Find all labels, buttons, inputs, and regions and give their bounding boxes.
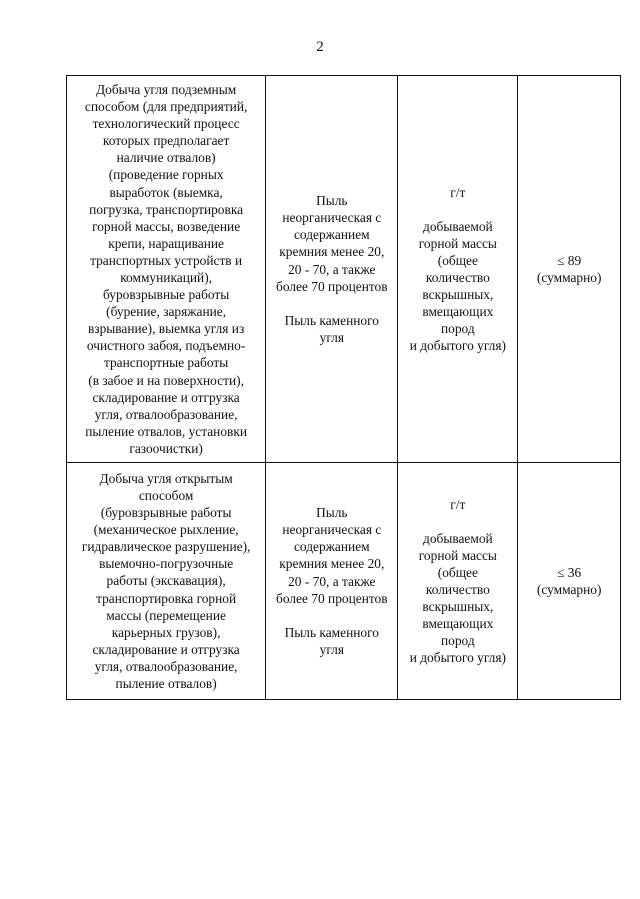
text-line: транспортные работы xyxy=(103,355,229,371)
text-line: Добыча угля открытым xyxy=(99,470,233,486)
unit-description xyxy=(399,530,516,667)
text-line: содержанием xyxy=(293,539,370,555)
table-row xyxy=(67,76,621,463)
text-line: пыление отвалов, установки xyxy=(85,423,248,439)
text-line: гидравлическое разрушение), xyxy=(81,539,251,555)
unit-label: г/т xyxy=(450,184,466,200)
text-line: вскрышных, xyxy=(422,287,494,303)
unit-cell xyxy=(398,76,518,463)
text-line: (бурение, заряжание, xyxy=(106,304,227,320)
text-line: угля xyxy=(319,641,344,657)
text-line: массы (перемещение xyxy=(106,607,226,623)
text-line: 20 - 70, а также xyxy=(288,573,376,589)
emission-value xyxy=(519,252,619,286)
unit-label: г/т xyxy=(450,496,466,512)
pollutant-coal-dust xyxy=(267,624,396,658)
text-line: пыление отвалов) xyxy=(115,676,217,692)
text-line: Добыча угля подземным xyxy=(96,81,237,97)
text-line: складирование и отгрузка xyxy=(92,641,240,657)
text-line: Пыль каменного xyxy=(284,624,379,640)
text-line: выемочно-погрузочные xyxy=(99,556,234,572)
text-line: (общее xyxy=(437,564,478,580)
page-number: 2 xyxy=(316,39,324,55)
text-line: ≤ 36 xyxy=(557,564,582,580)
text-line: транспортировка горной xyxy=(96,590,237,606)
text-line: карьерных грузов), xyxy=(111,624,221,640)
activity-text xyxy=(68,470,264,692)
text-line: и добытого угля) xyxy=(409,338,506,354)
text-line: кремния менее 20, xyxy=(279,556,385,572)
text-line: выработок (выемка, xyxy=(109,184,223,200)
pollutant-cell xyxy=(266,76,398,463)
text-line: очистного забоя, подъемно- xyxy=(86,338,246,354)
text-line: транспортных устройств и xyxy=(90,252,243,268)
text-line: горной массы, возведение xyxy=(92,218,241,234)
text-line: и добытого угля) xyxy=(409,650,506,666)
text-line: крепи, наращивание xyxy=(108,235,224,251)
activity-cell xyxy=(67,76,266,463)
text-line: (в забое и на поверхности), xyxy=(88,372,244,388)
text-line: пород xyxy=(441,633,475,649)
text-line: погрузка, транспортировка xyxy=(89,201,244,217)
text-line: угля xyxy=(319,329,344,345)
pollutant-cell xyxy=(266,463,398,700)
activity-cell xyxy=(67,463,266,700)
value-cell xyxy=(518,76,621,463)
text-line: буровзрывные работы xyxy=(102,287,230,303)
regulation-table xyxy=(66,75,621,700)
text-line: количество xyxy=(425,581,490,597)
text-line: добываемой xyxy=(423,530,493,546)
text-line: вмещающих xyxy=(422,304,494,320)
text-line: более 70 процентов xyxy=(276,590,388,606)
text-line: угля, отвалообразование, xyxy=(94,406,238,422)
table-row xyxy=(67,463,621,700)
text-line: добываемой xyxy=(423,218,493,234)
emission-value xyxy=(519,564,619,598)
pollutant-inorganic-dust xyxy=(267,192,396,295)
text-line: складирование и отгрузка xyxy=(92,389,240,405)
unit-cell xyxy=(398,463,518,700)
text-line: Пыль xyxy=(316,505,348,521)
text-line: Пыль каменного xyxy=(284,312,379,328)
text-line: (суммарно) xyxy=(536,582,602,597)
text-line: которых предполагает xyxy=(102,133,230,149)
text-line: (суммарно) xyxy=(536,270,602,285)
text-line: (механическое рыхление, xyxy=(93,522,239,538)
text-line: технологический процесс xyxy=(92,116,240,132)
text-line: вмещающих xyxy=(422,616,494,632)
text-line: способом xyxy=(138,487,194,503)
text-line: (проведение горных xyxy=(108,167,224,183)
text-line: неорганическая с xyxy=(282,522,382,538)
text-line: (буровзрывные работы xyxy=(100,505,232,521)
text-line: Пыль xyxy=(316,193,348,209)
text-line: газоочистки) xyxy=(129,440,203,456)
activity-text xyxy=(68,81,264,457)
unit-description xyxy=(399,218,516,355)
text-line: коммуникаций), xyxy=(120,270,213,285)
text-line: вскрышных, xyxy=(422,599,494,615)
text-line: взрывание), выемка угля из xyxy=(87,321,245,337)
value-cell xyxy=(518,463,621,700)
text-line: количество xyxy=(425,269,490,285)
text-line: (общее xyxy=(437,252,478,268)
text-line: неорганическая с xyxy=(282,210,382,226)
text-line: работы (экскавация), xyxy=(106,573,226,589)
text-line: способом (для предприятий, xyxy=(84,99,248,115)
text-line: кремния менее 20, xyxy=(279,244,385,260)
text-line: более 70 процентов xyxy=(276,278,388,294)
pollutant-coal-dust xyxy=(267,312,396,346)
text-line: угля, отвалообразование, xyxy=(94,658,238,674)
text-line: 20 - 70, а также xyxy=(288,261,376,277)
pollutant-inorganic-dust xyxy=(267,504,396,607)
text-line: ≤ 89 xyxy=(557,252,582,268)
text-line: наличие отвалов) xyxy=(116,150,216,166)
text-line: содержанием xyxy=(293,227,370,243)
text-line: горной массы xyxy=(418,235,497,251)
text-line: пород xyxy=(441,321,475,337)
text-line: горной массы xyxy=(418,547,497,563)
